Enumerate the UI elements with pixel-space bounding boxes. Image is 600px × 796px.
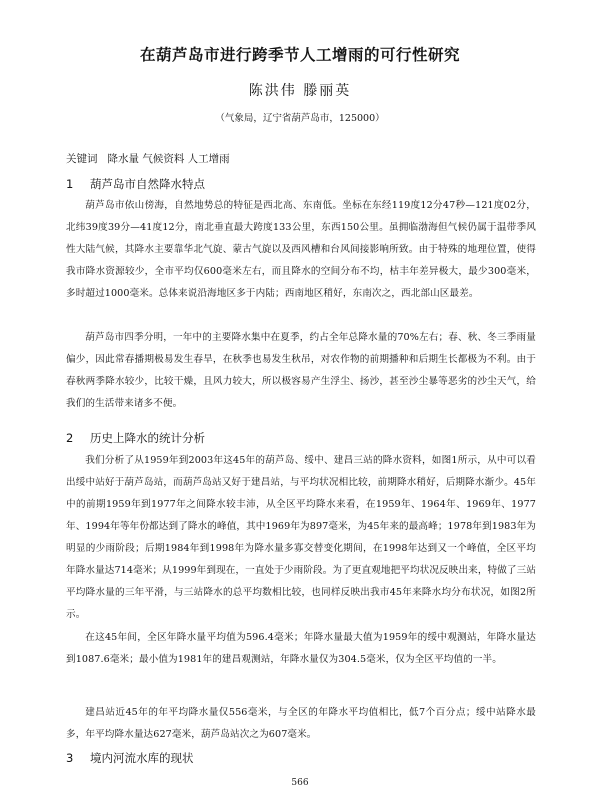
keywords-line [66, 151, 230, 166]
article-authors: 陈洪伟 滕丽英 [248, 83, 352, 99]
section-title: 境内河流水库的现状 [90, 751, 194, 765]
keywords-terms: 降水量 气候资料 人工增雨 [107, 153, 230, 165]
section-heading-2 [66, 430, 205, 446]
paragraph-1-2: 葫芦岛市四季分明，一年中的主要降水集中在夏季，约占全年总降水量的70%左右；春、秋、冬三季雨量偏少，因此常春播期极易发生春旱，在秋季也易发生秋吊，对农作物的前期播种和后期生长都极为不利。由于春秋两季降水较少，比较干燥，且风力较大，所以极容易产生浮尘、扬沙，甚至沙尘暴等恶劣的沙尘天气，给我们的生活带来诸多不便。 [66, 332, 536, 409]
section-heading-1 [66, 176, 205, 192]
section-number: 1 [66, 177, 74, 191]
section-title: 历史上降水的统计分析 [90, 431, 205, 445]
page-number: 566 [291, 778, 309, 788]
paragraph-2-2: 在这45年间，全区年降水量平均值为596.4毫米；年降水量最大值为1959年的绥中观测站，年降水量达到1087.6毫米；最小值为1981年的建昌观测站，年降水量仅为304.5毫米，仅为全区平均值的一半。 [66, 632, 536, 665]
section-heading-3 [66, 750, 194, 766]
section-number: 3 [66, 751, 74, 765]
article-title: 在葫芦岛市进行跨季节人工增雨的可行性研究 [139, 46, 460, 64]
paragraph-2-3: 建昌站近45年的年平均降水量仅556毫米，与全区的年降水平均值相比，低7个百分点；绥中站降水最多，年平均降水量达627毫米，葫芦岛站次之为607毫米。 [66, 707, 536, 740]
paragraph-2-1: 我们分析了从1959年到2003年这45年的葫芦岛、绥中、建昌三站的降水资料，如图1所示，从中可以看出绥中站好于葫芦岛站，而葫芦岛站又好于建昌站，与平均状况相比较，前期降水稍好，后期降水渐少。45年中的前期1959年到1977年之间降水较丰沛，从全区平均降水来看，在1959年、1964年、1969年、1977年、1994年等年份都达到了降水的峰值，其中1969年为897毫米，为45年来的最高峰；1978年到1983年为明显的少雨阶段；后期1984年到1998年为降水量多寡交替变化期间，在1998年达到又一个峰值，全区平均年降水量达714毫米；从1999年到现在，一直处于少雨阶段。为了更直观地把平均状况反映出来，特做了三站平均降水量的三年平滑，与三站降水的总平均数相比较，也同样反映出我市45年来降水均分布状况，如图2所示。 [66, 455, 536, 620]
section-number: 2 [66, 431, 74, 445]
paragraph-1-1: 葫芦岛市依山傍海，自然地势总的特征是西北高、东南低。坐标在东经119度12分47秒—121度02分，北纬39度39分—41度12分，南北垂直最大跨度133公里，东西150公里。虽拥临渤海但气候仍属于温带季风性大陆气候，其降水主要靠华北气旋、蒙古气旋以及西风槽和台风间接影响所致。由于特殊的地理位置，使得我市降水资源较少，全市平均仅600毫米左右，而且降水的空间分布不均，枯丰年差异极大，最少300毫米，多时超过1000毫米。总体来说沿海地区多于内陆；西南地区稍好，东南次之，西北部山区最差。 [66, 200, 536, 299]
article-affiliation: （气象局，辽宁省葫芦岛市，125000） [215, 113, 385, 124]
keywords-label: 关键词 [66, 153, 98, 165]
section-title: 葫芦岛市自然降水特点 [90, 177, 205, 191]
